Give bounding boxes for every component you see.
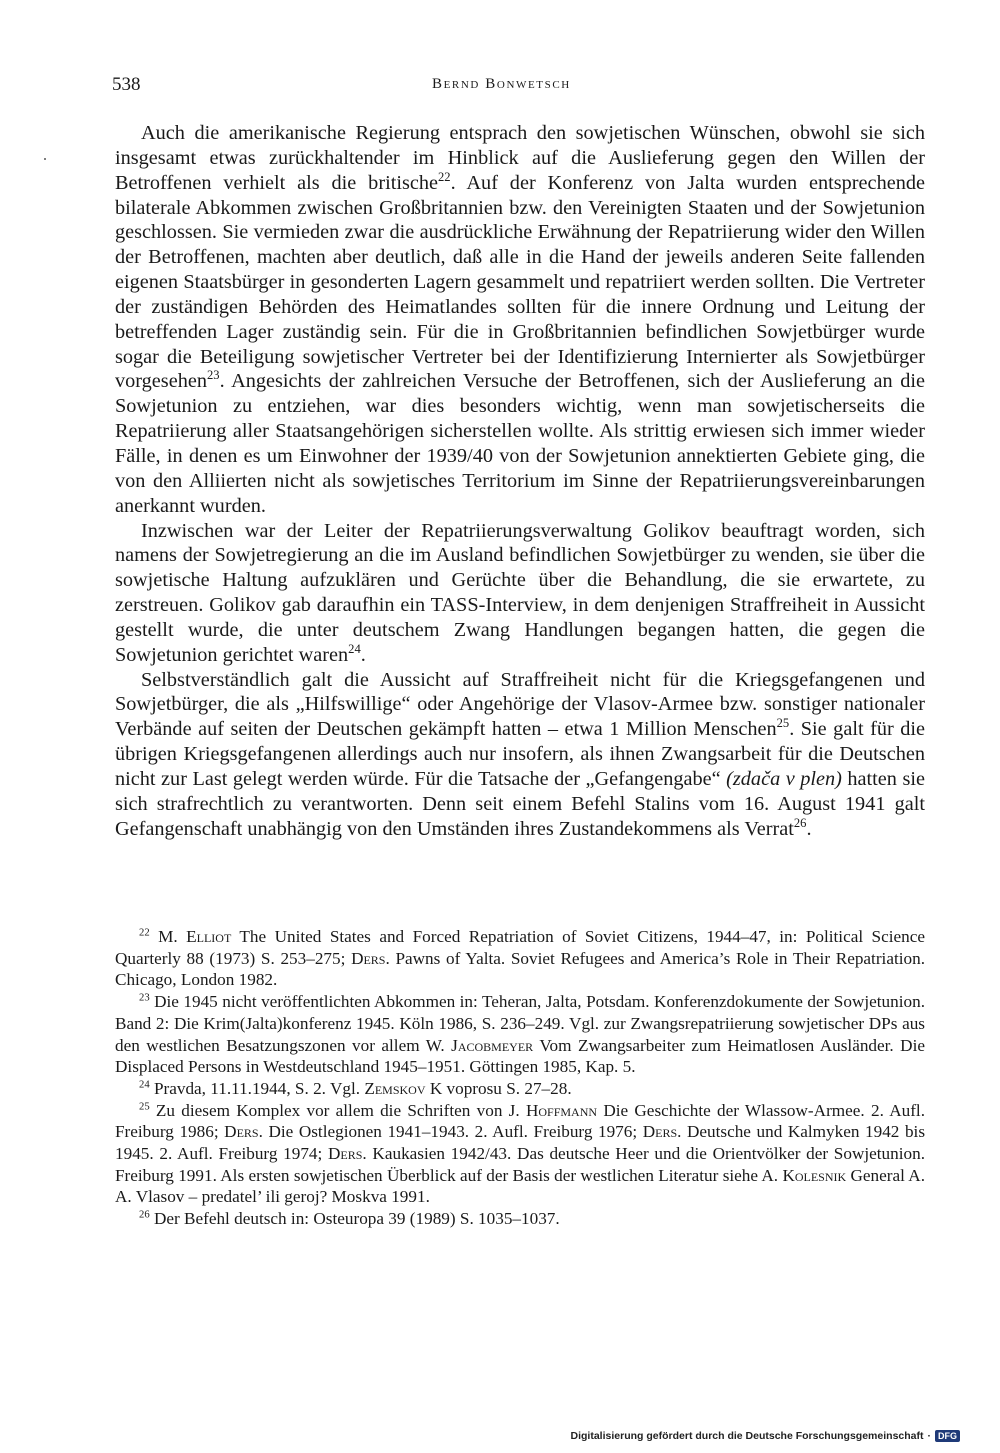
paragraph-2: Inzwischen war der Leiter der Repatriierungsverwaltung Golikov beauftragt worden, sich namens der Sowjetregierung an die im Ausland befindlichen Sowjetbürger zu wenden, sie über die sowjetische Haltung aufzuklären und Gerüchte über die Behandlung, die sie erwartete, zu zerstreuen. Golikov gab daraufhin ein TASS-Interview, in dem denjenigen Straffreiheit in Aussicht gestellt wurde, die unter deutschem Zwang Handlungen begangen hatten, die gegen die Sowjetunion gerichtet waren$^{24}$. [115, 519, 925, 666]
footer-separator: · [927, 1430, 931, 1442]
scan-speck [44, 158, 46, 160]
dfg-logo-icon: DFG [935, 1430, 960, 1442]
main-text [115, 121, 925, 841]
footnote-23: $^{23}$ Die 1945 nicht veröffentlichten Abkommen in: Teheran, Jalta, Potsdam. Konferenzdokumente der Sowjetunion. Band 2: Die Krim(Jalta)konferenz 1945. Köln 1986, S. 236–249. Vgl. zur Zwangsrepatriierung sowjetischer DPs aus den westlichen Besatzungszonen vor allem W. Jacobmeyer Vom Zwangsarbeiter zum Heimatlosen Ausländer. Die Displaced Persons in Westdeutschland 1945–1951. Göttingen 1985, Kap. 5. [115, 992, 925, 1077]
footnote-ref-22[interactable]: 22 [438, 169, 451, 184]
footnote-26: $^{26}$ Der Befehl deutsch in: Osteuropa 39 (1989) S. 1035–1037. [139, 1209, 560, 1229]
paragraph-1: Auch die amerikanische Regierung entsprach den sowjetischen Wünschen, obwohl sie sich insgesamt etwas zurückhaltender im Hinblick auf die Auslieferung gegen den Willen der Betroffenen verhielt als die britische$^{22}$. Auf der Konferenz von Jalta wurden entsprechende bilaterale Abkommen zwischen Großbritannien bzw. den Vereinigten Staaten und der Sowjetunion geschlossen. Sie vermieden zwar die ausdrückliche Erwähnung der Repatriierung wider den Willen der Betroffenen, machten aber deutlich, daß alle in die Hand der jeweils anderen Seite fallenden eigenen Staatsbürger in gesonderten Lagern gesammelt und repatriiert werden sollten. Die Vertreter der zuständigen Behörden des Heimatlandes sollten für die innere Ordnung und Leitung der betreffenden Lager zuständig sein. Für die in Großbritannien befindlichen Sowjetbürger wurde sogar die Beteiligung sowjetischer Vertreter bei der Identifizierung Internierter als Sowjetbürger vorgesehen$^{23}$. Angesichts der zahlreichen Versuche der Betroffenen, sich der Auslieferung an die Sowjetunion zu entziehen, war dies besonders wichtig, wenn man sowjetischerseits die Repatriierung aller Staatsangehörigen sicherstellen wollte. Als strittig erwiesen sich immer wieder Fälle, in denen es um Einwohner der 1939/40 von der Sowjetunion annektierten Gebiete ging, die von den Alliierten nicht als sowjetisches Territorium im Sinne der Repatriierungsvereinbarungen anerkannt wurden. [115, 122, 925, 517]
footnote-ref-26[interactable]: 26 [793, 815, 807, 830]
paragraph-3: Selbstverständlich galt die Aussicht auf Straffreiheit nicht für die Kriegsgefangenen und Sowjetbürger, die als „Hilfswillige“ oder Angehörige der Vlasov-Armee bzw. sonstiger nationaler Verbände auf seiten der Deutschen gekämpft hatten – etwa 1 Million Menschen$^{25}$. Sie galt für die übrigen Kriegsgefangenen allerdings auch nur insofern, als ihnen Zwangsarbeit für die Deutschen nicht zur Last gelegt werden würde. Für die Tatsache der „Gefangengabe“ (zdača v plen) hatten sie sich strafrechtlich zu verantworten. Denn seit einem Befehl Stalins vom 16. August 1941 galt Gefangenschaft unabhängig von den Umständen ihres Zustandekommens als Verrat$^{26}$. [115, 668, 925, 840]
running-head-author: Bernd Bonwetsch [432, 76, 571, 92]
footnote-25: $^{25}$ Zu diesem Komplex vor allem die Schriften von J. Hoffmann Die Geschichte der Wlassow-Armee. 2. Aufl. Freiburg 1986; Ders. Die Ostlegionen 1941–1943. 2. Aufl. Freiburg 1976; Ders. Deutsche und Kalmyken 1942 bis 1945. 2. Aufl. Freiburg 1974; Ders. Kaukasien 1942/43. Das deutsche Heer und die Orientvölker der Sowjetunion. Freiburg 1991. Als ersten sowjetischen Überblick auf der Basis der westlichen Literatur siehe A. Kolesnik General A. A. Vlasov – predatel’ ili geroj? Moskva 1991. [115, 1100, 926, 1207]
footnote-ref-23[interactable]: 23 [207, 368, 220, 383]
digitization-note: Digitalisierung gefördert durch die Deutsche Forschungsgemeinschaft [570, 1430, 924, 1442]
footnote-ref-25[interactable]: 25 [776, 716, 790, 731]
footnote-24: $^{24}$ Pravda, 11.11.1944, S. 2. Vgl. Zemskov K voprosu S. 27–28. [139, 1078, 572, 1098]
page-number: 538 [112, 74, 141, 95]
footnote-22: $^{22}$ M. Elliot The United States and Forced Repatriation of Soviet Citizens, 1944–47, in: Political Science Quarterly 88 (1973) S. 253–275; Ders. Pawns of Yalta. Soviet Refugees and America’s Role in Their Repatriation. Chicago, London 1982. [115, 927, 926, 990]
italic-term: (zdača v plen) [726, 767, 842, 790]
footnote-ref-24[interactable]: 24 [348, 641, 361, 656]
digitization-footer [571, 1430, 960, 1442]
footnotes [115, 926, 925, 1230]
